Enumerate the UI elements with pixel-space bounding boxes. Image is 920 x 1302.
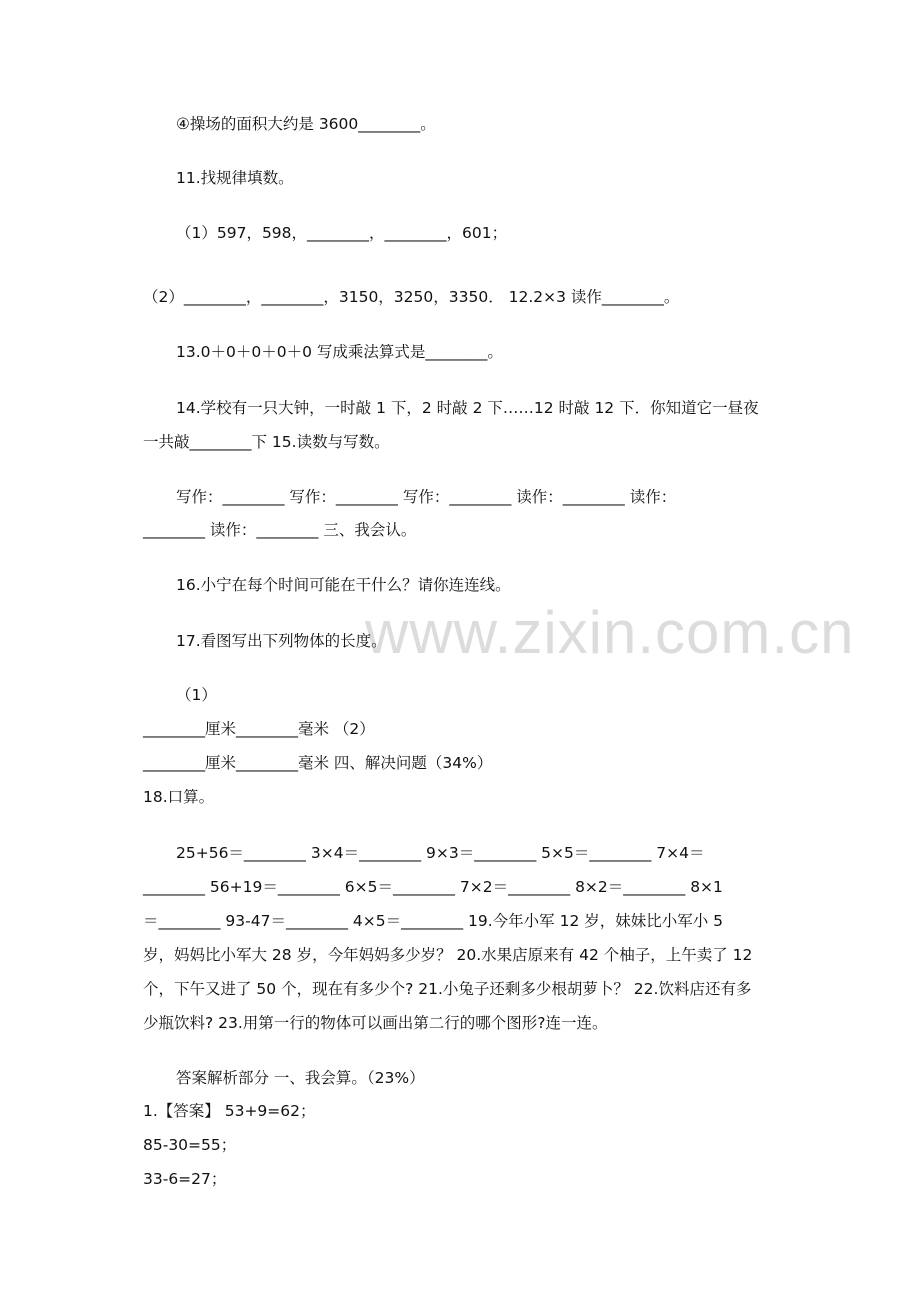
question-17-line-1: ________厘米________毫米 （2）: [143, 720, 375, 738]
question-14-line-1: 14.学校有一只大钟，一时敲 1 下，2 时敲 2 下……12 时敲 12 下．你知道它一昼夜: [176, 399, 759, 417]
question-14-line-2: 一共敲________下 15.读数与写数。: [143, 433, 390, 451]
question-11-title: 11.找规律填数。: [176, 169, 294, 187]
question-17-part-1: （1）: [176, 686, 217, 704]
question-18-row-1: 25+56＝________ 3×4＝________ 9×3＝________ 5×5＝________ 7×4＝: [176, 844, 705, 862]
question-15-line-1: 写作：________ 写作：________ 写作：________ 读作：________ 读作：: [176, 488, 677, 506]
question-15-line-2: ________ 读作：________ 三、我会认。: [143, 521, 417, 539]
answer-1-line-1: 1.【答案】 53+9=62；: [143, 1102, 316, 1120]
question-17-line-2: ________厘米________毫米 四、解决问题（34%）: [143, 754, 493, 772]
question-18-row-2: ________ 56+19＝________ 6×5＝________ 7×2＝________ 8×2＝________ 8×1: [143, 878, 723, 896]
question-18-title: 18.口算。: [143, 788, 215, 806]
question-16: 16.小宁在每个时间可能在干什么？请你连连线。: [176, 576, 511, 594]
question-11-part-1: （1）597，598，________，________，601；: [176, 224, 508, 242]
answer-1-line-2: 85-30=55；: [143, 1136, 237, 1154]
answer-section-title: 答案解析部分 一、我会算。（23%）: [176, 1069, 425, 1087]
line-item-area: ④操场的面积大约是 3600________。: [176, 115, 436, 133]
question-19-20-line: 岁，妈妈比小军大 28 岁，今年妈妈多少岁？ 20.水果店原来有 42 个柚子，上午卖了 12: [143, 946, 753, 964]
question-20-22-line: 个，下午又进了 50 个，现在有多少个? 21.小兔子还剩多少根胡萝卜？ 22.饮料店还有多: [143, 980, 752, 998]
watermark: www.zixin.com.cn: [365, 599, 855, 666]
answer-1-line-3: 33-6=27；: [143, 1170, 227, 1188]
question-18-row-3: ＝________ 93-47＝________ 4×5＝________ 19.今年小军 12 岁，妹妹比小军小 5: [143, 912, 724, 930]
question-22-23-line: 少瓶饮料? 23.用第一行的物体可以画出第二行的哪个图形?连一连。: [143, 1014, 608, 1032]
question-17-title: 17.看图写出下列物体的长度。: [176, 632, 387, 650]
question-13: 13.0＋0＋0＋0＋0 写成乘法算式是________。: [176, 343, 503, 361]
question-11-part-2-and-12: （2）________，________，3150，3250，3350． 12.2×3 读作________。: [143, 288, 680, 306]
